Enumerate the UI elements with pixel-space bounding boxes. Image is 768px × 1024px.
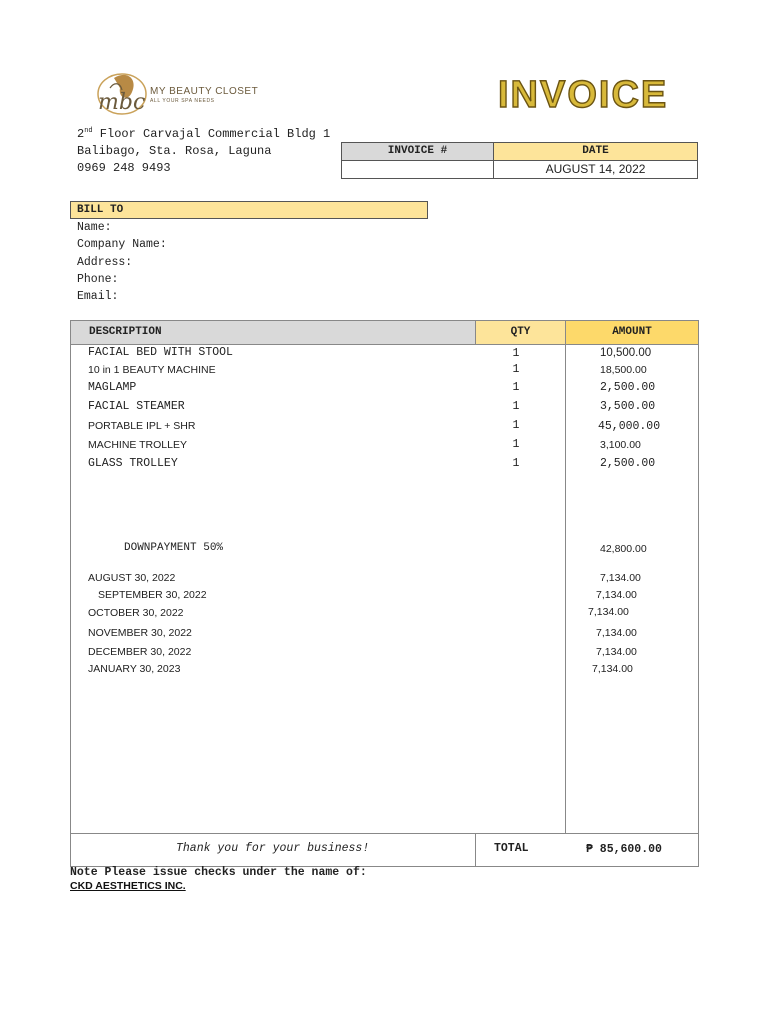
company-phone: 0969 248 9493 xyxy=(77,161,171,175)
total-label: TOTAL xyxy=(494,842,529,855)
item-qty: 1 xyxy=(512,381,520,394)
bill-to-address: Address: xyxy=(77,256,133,269)
item-qty: 1 xyxy=(512,347,520,360)
invoice-date-value: AUGUST 14, 2022 xyxy=(493,160,698,179)
installment-amount: 7,134.00 xyxy=(596,646,637,658)
column-header-description: DESCRIPTION xyxy=(70,320,476,345)
column-header-amount: AMOUNT xyxy=(565,320,699,345)
date-label: DATE xyxy=(493,142,698,161)
item-description: MAGLAMP xyxy=(88,381,137,394)
thank-you-message: Thank you for your business! xyxy=(176,842,370,855)
installment-amount: 7,134.00 xyxy=(596,589,637,601)
item-qty: 1 xyxy=(512,438,520,451)
address-building: Floor Carvajal Commercial Bldg 1 xyxy=(92,127,331,141)
item-description: FACIAL BED WITH STOOL xyxy=(88,346,233,359)
item-qty: 1 xyxy=(512,400,520,413)
brand-tagline: ALL YOUR SPA NEEDS xyxy=(150,98,215,104)
item-amount: 45,000.00 xyxy=(598,420,661,433)
amount-column-divider xyxy=(565,344,566,834)
logo-monogram-text: mbc xyxy=(98,90,146,115)
downpayment-label: DOWNPAYMENT 50% xyxy=(124,542,224,554)
footer-column-divider xyxy=(475,833,476,867)
installment-date: OCTOBER 30, 2022 xyxy=(88,607,184,619)
installment-amount: 7,134.00 xyxy=(592,663,633,675)
bill-to-phone: Phone: xyxy=(77,273,119,286)
item-amount: 2,500.00 xyxy=(600,381,656,394)
item-description: GLASS TROLLEY xyxy=(88,457,178,470)
downpayment-amount: 42,800.00 xyxy=(600,543,647,555)
installment-date: AUGUST 30, 2022 xyxy=(88,572,176,584)
bill-to-header: BILL TO xyxy=(70,201,428,219)
address-line-1 xyxy=(77,127,330,141)
item-description: PORTABLE IPL + SHR xyxy=(88,420,196,432)
item-amount: 18,500.00 xyxy=(600,364,647,376)
item-amount: 10,500.00 xyxy=(600,347,652,359)
address-line-2: Balibago, Sta. Rosa, Laguna xyxy=(77,144,272,158)
installment-amount: 7,134.00 xyxy=(588,606,629,618)
installment-date: NOVEMBER 30, 2022 xyxy=(88,627,192,639)
item-qty: 1 xyxy=(512,457,520,470)
brand-name: MY BEAUTY CLOSET xyxy=(150,86,259,97)
payment-note: Note Please issue checks under the name of: xyxy=(70,866,367,879)
installment-date: DECEMBER 30, 2022 xyxy=(88,646,192,658)
column-header-qty: QTY xyxy=(475,320,566,345)
installment-date: JANUARY 30, 2023 xyxy=(88,663,181,675)
item-amount: 3,100.00 xyxy=(600,439,641,451)
invoice-number-value xyxy=(341,160,494,179)
payee-name: CKD AESTHETICS INC. xyxy=(70,880,186,892)
address-floor-suffix: nd xyxy=(84,127,93,135)
item-description: MACHINE TROLLEY xyxy=(88,439,187,451)
item-amount: 2,500.00 xyxy=(600,457,656,470)
item-qty: 1 xyxy=(512,419,520,432)
item-description: 10 in 1 BEAUTY MACHINE xyxy=(88,364,216,376)
bill-to-company: Company Name: xyxy=(77,238,167,251)
table-footer-divider xyxy=(70,833,699,834)
invoice-number-label: INVOICE # xyxy=(341,142,494,161)
total-value: ₱ 85,600.00 xyxy=(586,843,662,856)
bill-to-name: Name: xyxy=(77,221,112,234)
item-amount: 3,500.00 xyxy=(600,400,656,413)
item-qty: 1 xyxy=(512,363,520,376)
bill-to-email: Email: xyxy=(77,290,119,303)
installment-amount: 7,134.00 xyxy=(596,627,637,639)
company-logo xyxy=(92,68,152,124)
installment-date: SEPTEMBER 30, 2022 xyxy=(98,589,207,601)
invoice-title: INVOICE xyxy=(498,74,669,116)
address-floor-number: 2 xyxy=(77,127,85,141)
item-description: FACIAL STEAMER xyxy=(88,400,185,413)
installment-amount: 7,134.00 xyxy=(600,572,641,584)
